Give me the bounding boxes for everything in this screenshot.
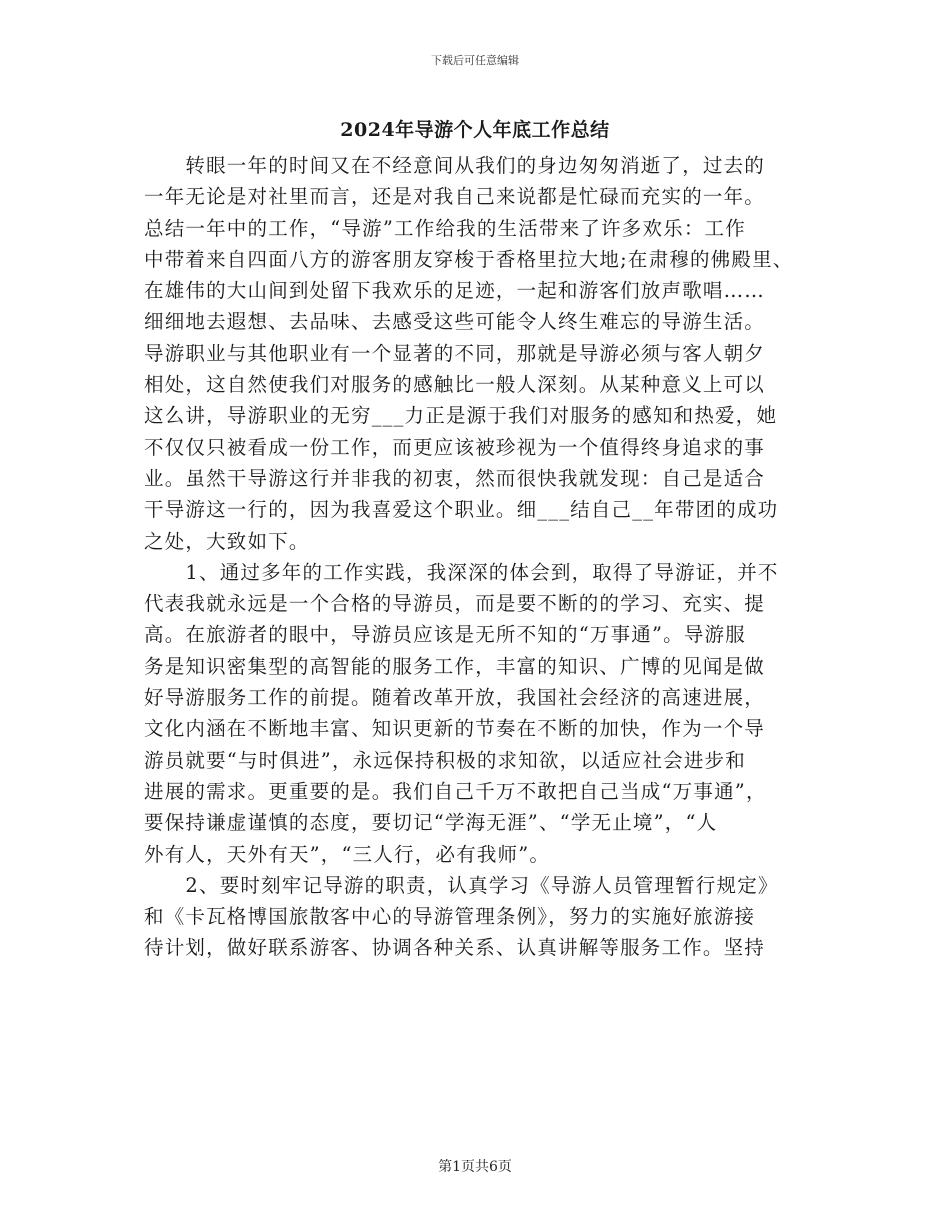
body-line: 游员就要“与时俱进”，永远保持积极的求知欲，以适应社会进步和: [144, 748, 746, 772]
page-number-footer: 第1页共6页: [438, 1159, 512, 1175]
body-line: 导游职业与其他职业有一个显著的不同，那就是导游必须与客人朝夕: [144, 341, 766, 365]
body-line: 业。虽然干导游这行并非我的初衷，然而很快我就发现：自己是适合: [144, 466, 766, 490]
body-line: 在雄伟的大山间到处留下我欢乐的足迹，一起和游客们放声歌唱……: [144, 279, 766, 303]
body-line: 之处，大致如下。: [144, 529, 310, 553]
document-title: 2024年导游个人年底工作总结: [340, 119, 610, 141]
body-line: 干导游这一行的，因为我喜爱这个职业。细___结自己__年带团的成功: [144, 498, 779, 522]
body-line: 文化内涵在不断地丰富、知识更新的节奏在不断的加快，作为一个导: [144, 717, 766, 741]
body-line: 进展的需求。更重要的是。我们自己千万不敢把自己当成“万事通”，: [144, 779, 767, 803]
body-line: 待计划，做好联系游客、协调各种关系、认真讲解等服务工作。坚持: [144, 936, 766, 960]
body-line: 要保持谦虚谨慎的态度，要切记“学海无涯”、“学无止境”，“人: [144, 811, 718, 835]
body-line: 中带着来自四面八方的游客朋友穿梭于香格里拉大地;在肃穆的佛殿里、: [144, 247, 794, 271]
body-line: 这么讲，导游职业的无穷___力正是源于我们对服务的感知和热爱，她: [144, 404, 778, 428]
body-line: 外有人，天外有天”，“三人行，必有我师”。: [144, 842, 551, 866]
body-line: 转眼一年的时间又在不经意间从我们的身边匆匆消逝了，过去的: [144, 154, 766, 177]
body-line: 一年无论是对社里而言，还是对我自己来说都是忙碌而充实的一年。: [144, 185, 766, 209]
body-line: 2、要时刻牢记导游的职责，认真学习《导游人员管理暂行规定》: [144, 873, 779, 897]
body-line: 高。在旅游者的眼中，导游员应该是无所不知的“万事通”。导游服: [144, 623, 746, 647]
body-line: 1、通过多年的工作实践，我深深的体会到，取得了导游证，并不: [144, 560, 779, 584]
body-line: 和《卡瓦格博国旅散客中心的导游管理条例》，努力的实施好旅游接: [144, 905, 756, 929]
body-line: 不仅仅只被看成一份工作，而更应该被珍视为一个值得终身追求的事: [144, 435, 766, 459]
body-line: 相处，这自然使我们对服务的感触比一般人深刻。从某种意义上可以: [144, 373, 766, 397]
body-line: 细细地去遐想、去品味、去感受这些可能令人终生难忘的导游生活。: [144, 310, 766, 334]
document-body: [144, 150, 824, 964]
body-line: 好导游服务工作的前提。随着改革开放，我国社会经济的高速进展，: [144, 686, 766, 710]
body-line: 代表我就永远是一个合格的导游员，而是要不断的的学习、充实、提: [144, 592, 766, 616]
header-note: 下载后可任意编辑: [431, 54, 519, 67]
body-line: 务是知识密集型的高智能的服务工作，丰富的知识、广博的见闻是做: [144, 654, 766, 678]
body-line: 总结一年中的工作，“导游”工作给我的生活带来了许多欢乐：工作: [144, 216, 746, 240]
